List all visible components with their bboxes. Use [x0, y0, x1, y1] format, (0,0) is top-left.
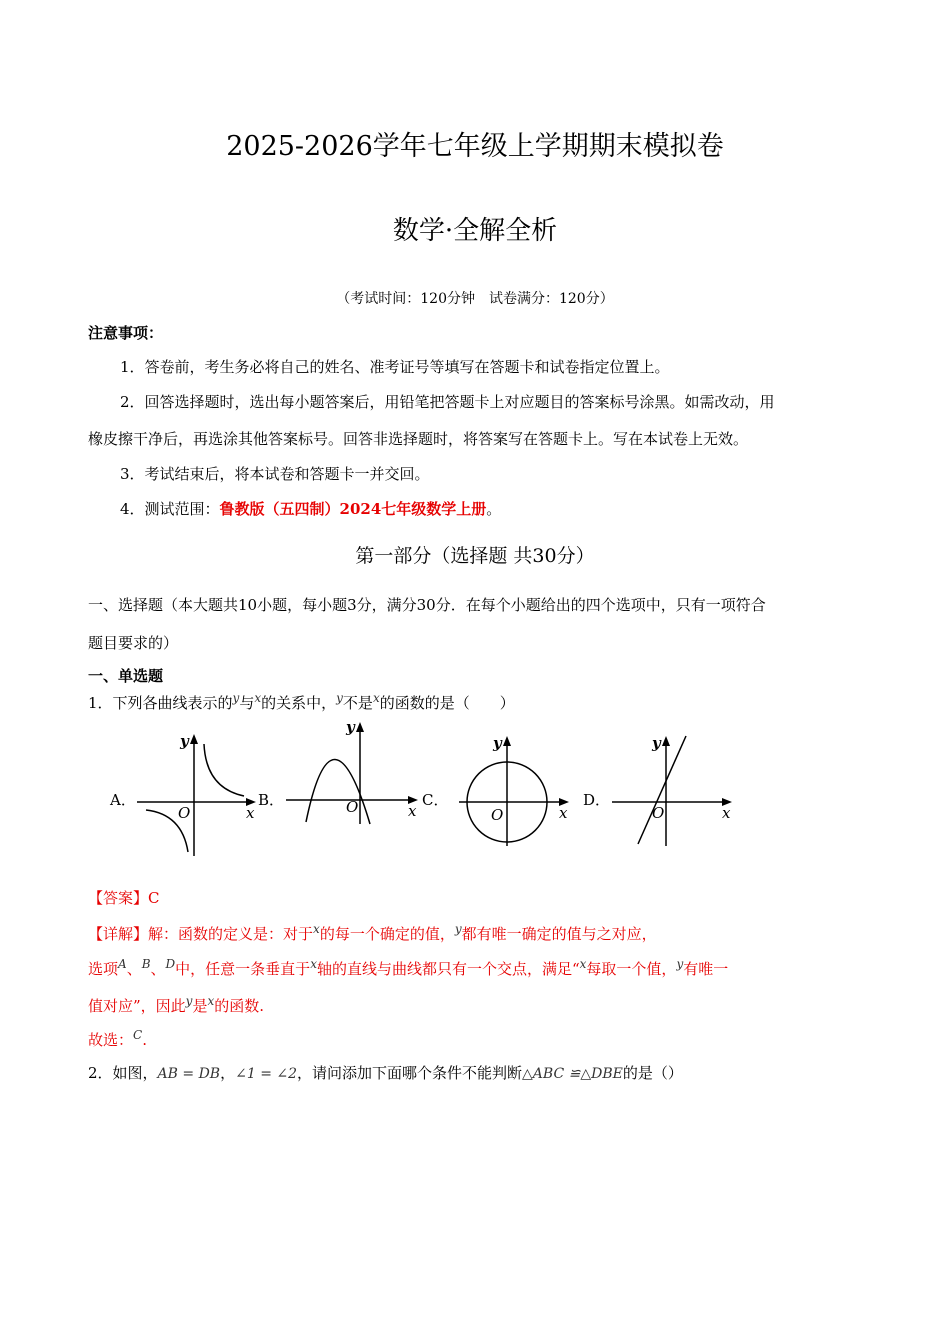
- graph-d-line: [638, 736, 686, 844]
- graph-d: [608, 730, 738, 850]
- q1-detail-line1: [88, 922, 657, 944]
- q1-answer: [88, 887, 160, 908]
- page-subtitle: 数学·全解全析: [392, 216, 558, 246]
- detail-text: 、: [150, 960, 166, 978]
- test-range: 鲁教版（五四制）2024七年级数学上册: [219, 500, 487, 518]
- detail-text: 中，任意一条垂直于: [175, 960, 311, 978]
- graph-d-x-label: x: [722, 804, 731, 822]
- option-a-label: A．: [110, 791, 136, 809]
- graph-a-origin: O: [178, 804, 191, 822]
- graph-a-y-arrow: [190, 734, 198, 744]
- part1-heading: 第一部分（选择题 共30分）: [355, 545, 595, 567]
- q1-var-1: y: [232, 691, 240, 705]
- notice-item-1: 1．答卷前，考生务必将自己的姓名、准考证号等填写在答题卡和试卷指定位置上。: [120, 358, 670, 376]
- part1-intro-line1: 一、选择题（本大题共10小题，每小题3分，满分30分．在每个小题给出的四个选项中，只有一项符合: [88, 596, 766, 614]
- q1-text-4: 不是: [342, 694, 373, 712]
- detail-var: B: [141, 957, 151, 971]
- graph-b-y-label: y: [346, 718, 355, 736]
- graph-c-y-arrow: [503, 736, 511, 746]
- q2-text-3: ，请问添加下面哪个条件不能判断: [297, 1064, 523, 1082]
- detail-text: 的每一个确定的值，: [319, 925, 455, 943]
- exam-info: （考试时间：120分钟 试卷满分：120分）: [336, 291, 614, 307]
- q1-text-3: 的关系中，: [261, 694, 337, 712]
- detail-var: x: [579, 957, 587, 971]
- graph-d-y-label: y: [652, 734, 661, 752]
- q2-math-1: AB = DB: [157, 1066, 221, 1082]
- notice-item-3: 3．考试结束后，将本试卷和答题卡一并交回。: [120, 465, 430, 483]
- question-2-stem: [88, 1062, 683, 1083]
- detail-var: y: [676, 957, 684, 971]
- detail-var: x: [310, 957, 317, 971]
- detail-var: A: [118, 957, 127, 971]
- detail-text: 值对应”，因此: [88, 997, 186, 1015]
- notice-item-2-line2: 橡皮擦干净后，再选涂其他答案标号。回答非选择题时，将答案写在答题卡上。写在本试卷上无效。: [88, 430, 749, 448]
- graph-a-y-label: y: [180, 732, 189, 750]
- detail-text: 有唯一: [683, 960, 729, 978]
- choose-text: 故选：: [88, 1031, 134, 1049]
- q1-text-1: 1．下列各曲线表示的: [88, 694, 233, 712]
- detail-text: 每取一个值，: [586, 960, 677, 978]
- notice-item-4-suffix: 。: [486, 500, 502, 518]
- detail-text: 解：函数的定义是：对于: [148, 925, 314, 943]
- notice-item-2-line1: 2．回答选择题时，选出每小题答案后，用铅笔把答题卡上对应题目的答案标号涂黑。如需改动，用: [120, 393, 775, 411]
- notice-heading: 注意事项：: [88, 324, 164, 342]
- graph-d-origin: O: [652, 804, 665, 822]
- graph-a-x-label: x: [246, 804, 255, 822]
- detail-text: 、: [126, 960, 142, 978]
- q1-var-2: x: [254, 691, 262, 705]
- detail-var: y: [185, 994, 193, 1008]
- question-1-stem: [88, 691, 515, 713]
- q2-text-4: 的是（）: [622, 1064, 683, 1082]
- detail-text: 选项: [88, 960, 119, 978]
- choose-text: .: [142, 1031, 147, 1049]
- q1-choose: [88, 1028, 147, 1050]
- notice-item-4-prefix: 4．测试范围：: [120, 500, 220, 518]
- graph-a: [132, 728, 262, 860]
- detail-text: 轴的直线与曲线都只有一个交点，满足“: [316, 960, 580, 978]
- detail-text: 都有唯一确定的值与之对应，: [461, 925, 657, 943]
- q1-text-2: 与: [239, 694, 255, 712]
- single-choice-heading: 一、单选题: [88, 667, 164, 685]
- detail-var: x: [207, 994, 215, 1008]
- graph-b-origin: O: [346, 798, 359, 816]
- q1-var-3: y: [336, 691, 343, 705]
- answer-label: 【答案】: [88, 889, 149, 907]
- notice-item-4: [120, 498, 501, 519]
- graph-b-y-arrow: [356, 722, 364, 732]
- q1-var-4: x: [372, 691, 380, 705]
- detail-var: y: [454, 922, 462, 936]
- page-title: 2025-2026学年七年级上学期期末模拟卷: [226, 131, 724, 162]
- detail-label: 【详解】: [88, 925, 149, 943]
- answer-value: C: [148, 889, 160, 907]
- graph-c-origin: O: [491, 806, 504, 824]
- graph-c: [455, 730, 575, 850]
- q2-math-2: ∠1 = ∠2: [235, 1066, 298, 1082]
- option-c-label: C．: [422, 791, 449, 809]
- q1-detail-line2: [88, 957, 728, 979]
- detail-text: 的函数.: [214, 997, 265, 1015]
- q1-text-5: 的函数的是（ ）: [379, 694, 515, 712]
- graph-b-x-label: x: [408, 802, 417, 820]
- option-b-label: B．: [258, 791, 285, 809]
- option-d-label: D．: [583, 791, 611, 809]
- choose-var: C: [133, 1028, 143, 1042]
- graph-d-y-arrow: [662, 736, 670, 746]
- graph-c-y-label: y: [493, 734, 502, 752]
- q2-math-3: △ABC ≌△DBE: [522, 1066, 623, 1082]
- graph-a-curve-upper: [204, 744, 244, 796]
- detail-var: D: [165, 957, 176, 971]
- part1-intro-line2: 题目要求的）: [88, 634, 179, 652]
- detail-var: x: [313, 922, 320, 936]
- q2-text-2: ，: [220, 1064, 236, 1082]
- graph-c-x-label: x: [559, 804, 568, 822]
- graph-b: [282, 716, 422, 828]
- q1-detail-line3: [88, 994, 264, 1016]
- detail-text: 是: [192, 997, 208, 1015]
- q2-text-1: 2．如图，: [88, 1064, 158, 1082]
